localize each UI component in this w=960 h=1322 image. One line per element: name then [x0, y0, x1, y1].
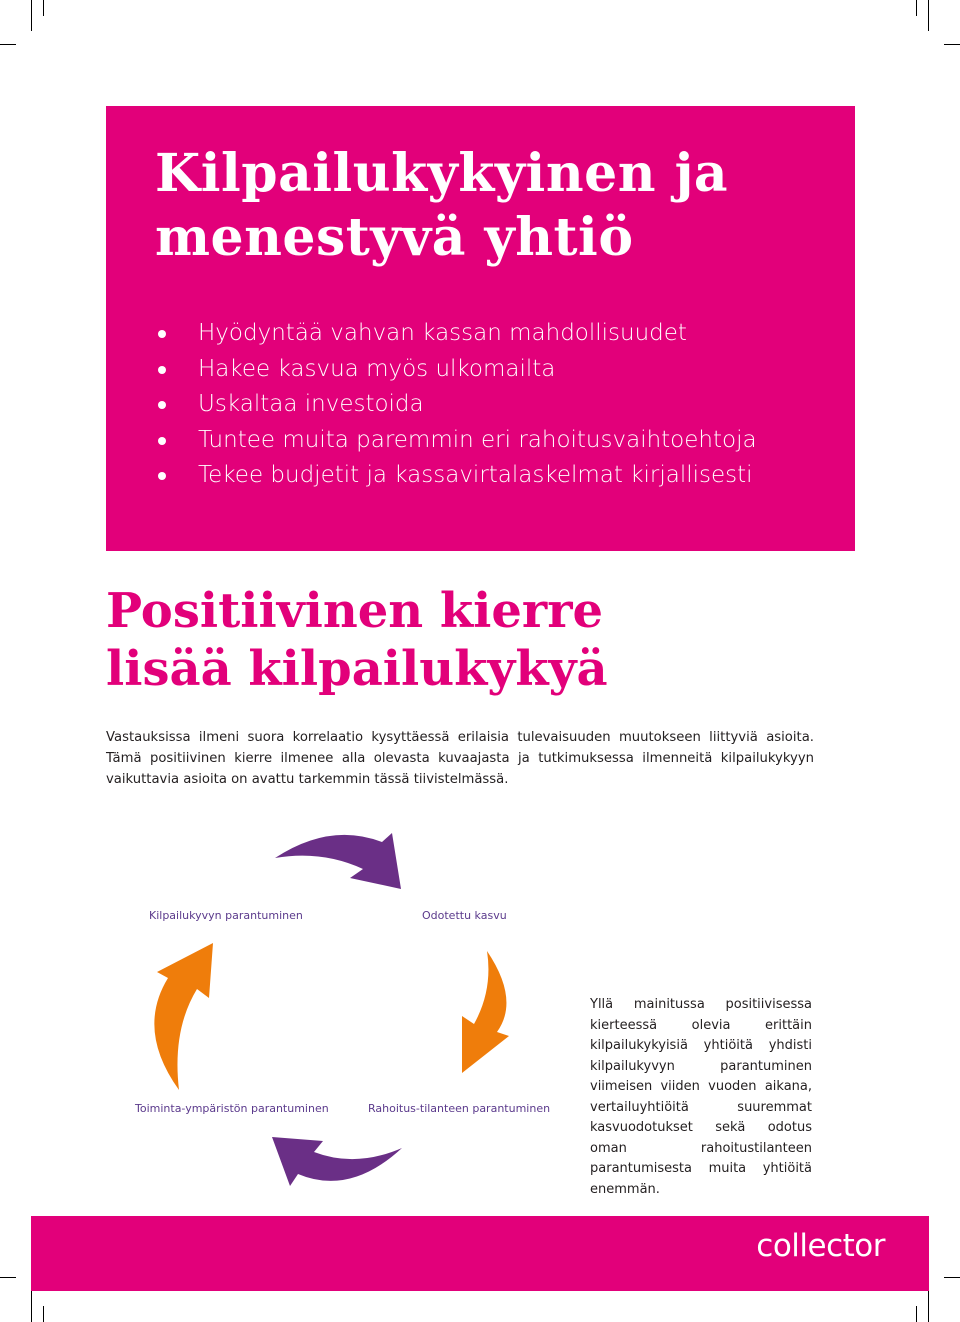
side-paragraph: Yllä mainitussa positiivisessa kierteessä olevia erittäin kilpailukykyisiä yhtiöitä yhdisti kilpailukyvyn parantuminen viimeisen viiden vuoden aikana, vertailuyhtiöitä suuremmat kasvuodotukset sekä odotus oman rahoitustilanteen parantumisesta muita yhtiöitä enemmän. — [590, 997, 812, 1197]
bullet-item: Hyödyntää vahvan kassan mahdollisuudet — [155, 316, 757, 352]
curved-arrow-orange-icon — [462, 951, 509, 1073]
section-heading-line-1: Positiivinen kierre — [106, 583, 604, 639]
footer-bar — [31, 1216, 929, 1291]
page-title-line-2: menestyvä yhtiö — [155, 207, 634, 268]
bullet-item: Tekee budjetit ja kassavirtalaskelmat kirjallisesti — [155, 458, 757, 494]
curved-arrow-orange-icon — [154, 943, 213, 1090]
cycle-label-environment: Toiminta-ympäristön parantuminen — [135, 1102, 329, 1115]
cycle-label-competitiveness: Kilpailukyvyn parantuminen — [149, 909, 303, 922]
collector-logo: collector — [756, 1228, 885, 1264]
cycle-label-financing: Rahoitus-tilanteen parantuminen — [368, 1102, 551, 1115]
curved-arrow-purple-icon — [275, 833, 401, 889]
intro-paragraph: Vastauksissa ilmeni suora korrelaatio kysyttäessä erilaisia tulevaisuuden muutokseen liittyviä asioita. Tämä positiivinen kierre ilmenee alla olevasta kuvaajasta ja tutkimuksessa ilmenneitä kilpailukykyyn vaikuttavia asioita on avattu tarkemmin tässä tiivistelmässä. — [106, 730, 814, 787]
bullet-item: Tuntee muita paremmin eri rahoitusvaihtoehtoja — [155, 423, 757, 459]
cycle-label-expected-growth: Odotettu kasvu — [422, 909, 507, 922]
page-title-line-1: Kilpailukykyinen ja — [155, 143, 729, 204]
bullet-item: Uskaltaa investoida — [155, 387, 757, 423]
bullet-item: Hakee kasvua myös ulkomailta — [155, 352, 757, 388]
section-heading-line-2: lisää kilpailukykyä — [106, 641, 608, 697]
curved-arrow-purple-icon — [272, 1137, 402, 1186]
